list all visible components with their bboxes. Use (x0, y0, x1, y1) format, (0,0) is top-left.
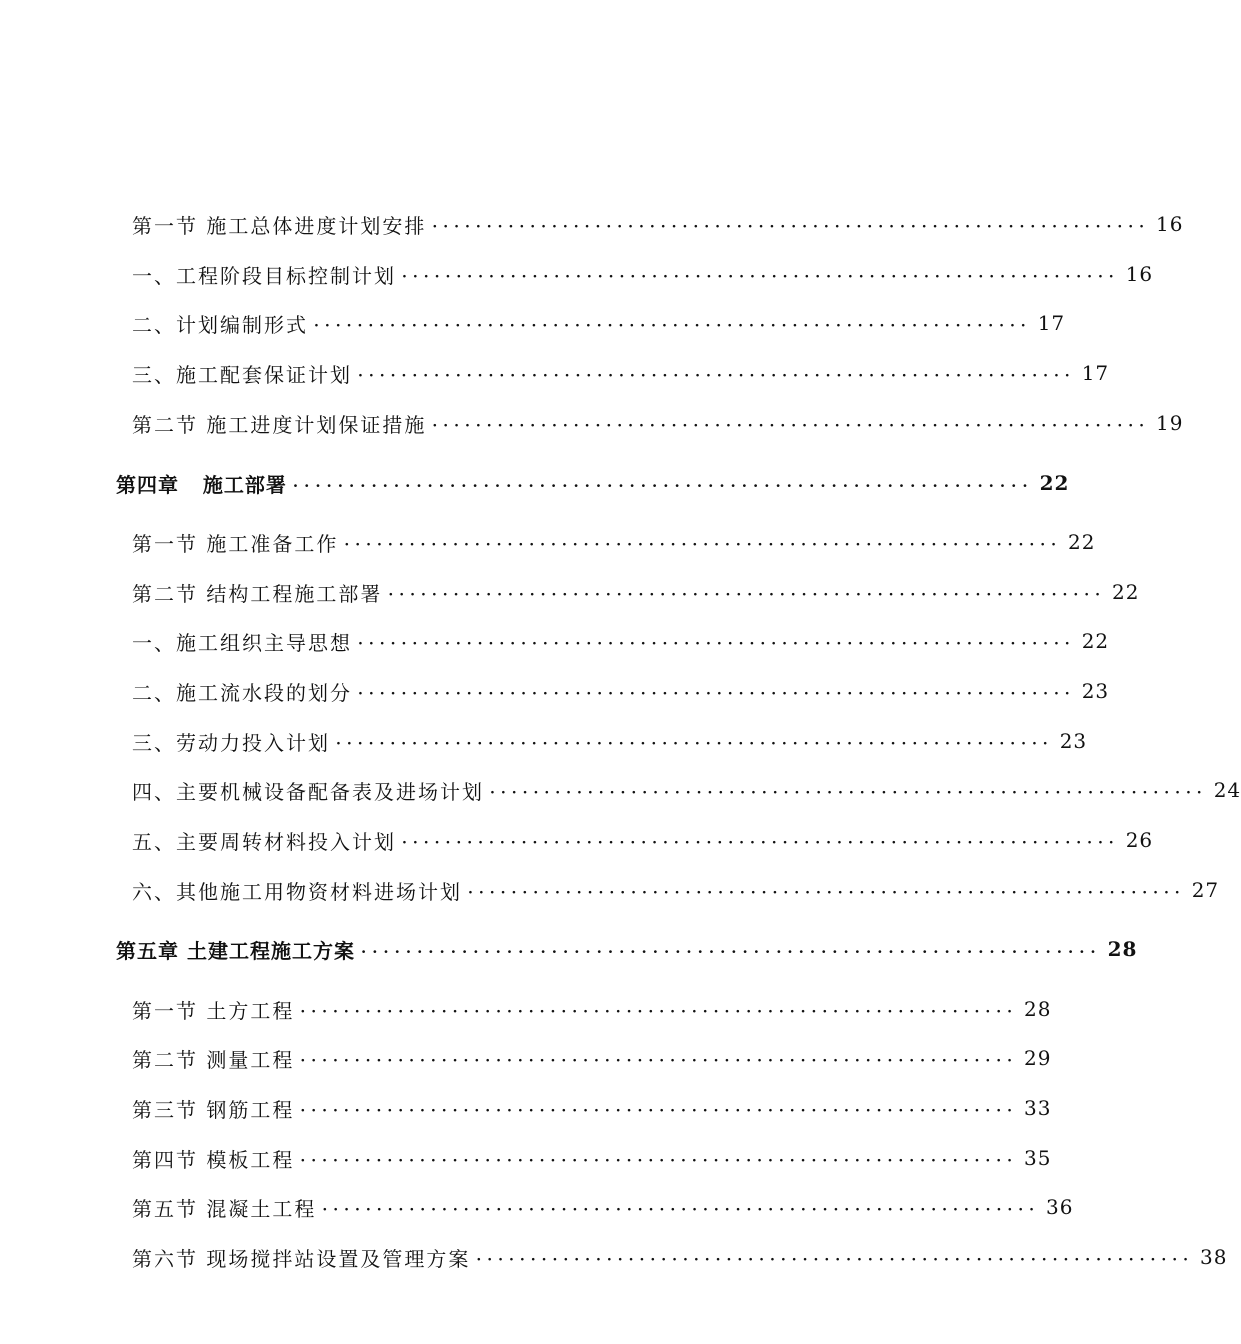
toc-entry-section (0, 406, 1184, 440)
toc-entry-section (0, 257, 1154, 291)
toc-leader-dots: ·································································· (300, 1153, 1019, 1169)
toc-entry-title: 第二节 结构工程施工部署 (132, 581, 383, 606)
toc-entry-title: 第六节 现场搅拌站设置及管理方案 (132, 1246, 471, 1271)
toc-entry-page: 22 (1068, 530, 1096, 554)
toc-entry-page: 17 (1037, 311, 1066, 335)
toc-entry-page: 23 (1081, 679, 1110, 703)
toc-entry-title: 第一节 土方工程 (132, 998, 295, 1023)
toc-leader-dots: ·································································· (360, 943, 1102, 961)
toc-entry-section (0, 992, 1052, 1026)
toc-entry-title: 三、施工配套保证计划 (132, 362, 352, 387)
toc-leader-dots: ·································································· (300, 1103, 1019, 1119)
toc-entry-page: 16 (1125, 262, 1154, 286)
toc-entry-section (0, 525, 1096, 559)
toc-entry-page: 28 (1024, 997, 1052, 1021)
toc-leader-dots: ·································································· (344, 537, 1063, 553)
toc-entry-chapter (0, 932, 1138, 966)
toc-entry-section (0, 575, 1140, 609)
toc-entry-section (0, 1141, 1052, 1175)
toc-leader-dots: ·································································· (476, 1252, 1195, 1268)
toc-leader-dots: ·································································· (402, 835, 1120, 851)
toc-chapter-page: 22 (1039, 471, 1070, 495)
toc-entry-page: 33 (1024, 1096, 1052, 1120)
toc-entry-page: 22 (1112, 580, 1140, 604)
toc-entry-section (0, 356, 1110, 390)
toc-entry-chapter (0, 466, 1070, 500)
toc-entry-title: 第五节 混凝土工程 (132, 1196, 317, 1221)
toc-entry-page: 36 (1046, 1195, 1074, 1219)
toc-entry-section (0, 1041, 1052, 1075)
toc-leader-dots: ·································································· (388, 587, 1107, 603)
toc-entry-section (0, 823, 1154, 857)
toc-entry-title: 六、其他施工用物资材料进场计划 (132, 879, 462, 904)
toc-entry-section (0, 674, 1110, 708)
toc-entry-title: 第三节 钢筋工程 (132, 1097, 295, 1122)
toc-entry-title: 一、施工组织主导思想 (132, 630, 352, 655)
toc-entry-page: 23 (1059, 729, 1088, 753)
toc-entry-title: 第二节 施工进度计划保证措施 (132, 412, 427, 437)
toc-leader-dots: ·································································· (322, 1202, 1041, 1218)
toc-leader-dots: ·································································· (490, 785, 1208, 801)
toc-entry-page: 19 (1156, 411, 1184, 435)
toc-leader-dots: ·································································· (358, 368, 1076, 384)
toc-entry-page: 26 (1125, 828, 1154, 852)
toc-entry-section (0, 207, 1184, 241)
toc-entry-section (0, 624, 1110, 658)
toc-entry-title: 二、施工流水段的划分 (132, 680, 352, 705)
toc-leader-dots: ·································································· (468, 885, 1186, 901)
toc-entry-title: 四、主要机械设备配备表及进场计划 (132, 779, 484, 804)
toc-entry-section (0, 1190, 1074, 1224)
toc-entry-page: 16 (1156, 212, 1184, 236)
toc-entry-section (0, 873, 1220, 907)
toc-entry-section (0, 724, 1088, 758)
toc-entry-page: 29 (1024, 1046, 1052, 1070)
toc-leader-dots: ·································································· (300, 1004, 1019, 1020)
toc-entry-title: 五、主要周转材料投入计划 (132, 829, 396, 854)
toc-entry-page: 35 (1024, 1146, 1052, 1170)
toc-entry-title: 第一节 施工准备工作 (132, 531, 339, 556)
toc-leader-dots: ·································································· (314, 318, 1032, 334)
toc-entry-section (0, 306, 1066, 340)
toc-entry-title: 第四节 模板工程 (132, 1147, 295, 1172)
toc-leader-dots: ·································································· (358, 636, 1076, 652)
toc-entry-title: 二、计划编制形式 (132, 312, 308, 337)
toc-entry-section (0, 773, 1241, 807)
toc-entry-page: 22 (1081, 629, 1110, 653)
toc-leader-dots: ·································································· (432, 418, 1151, 434)
toc-entry-title: 第二节 测量工程 (132, 1047, 295, 1072)
toc-entry-page: 24 (1213, 778, 1241, 802)
toc-entry-page: 27 (1191, 878, 1220, 902)
toc-entry-page: 17 (1081, 361, 1110, 385)
toc-entry-title: 三、劳动力投入计划 (132, 730, 330, 755)
toc-leader-dots: ·································································· (402, 269, 1120, 285)
toc-chapter-title: 第五章 土建工程施工方案 (116, 938, 355, 963)
toc-leader-dots: ·································································· (292, 477, 1034, 495)
toc-entry-page: 38 (1200, 1245, 1228, 1269)
toc-entry-section (0, 1240, 1228, 1274)
toc-leader-dots: ·································································· (432, 219, 1151, 235)
toc-entry-title: 第一节 施工总体进度计划安排 (132, 213, 427, 238)
toc-chapter-page: 28 (1107, 937, 1138, 961)
toc-leader-dots: ·································································· (336, 736, 1054, 752)
toc-entry-title: 一、工程阶段目标控制计划 (132, 263, 396, 288)
toc-leader-dots: ·································································· (300, 1053, 1019, 1069)
toc-chapter-title: 第四章 施工部署 (116, 472, 287, 497)
toc-entry-section (0, 1091, 1052, 1125)
toc-leader-dots: ·································································· (358, 686, 1076, 702)
